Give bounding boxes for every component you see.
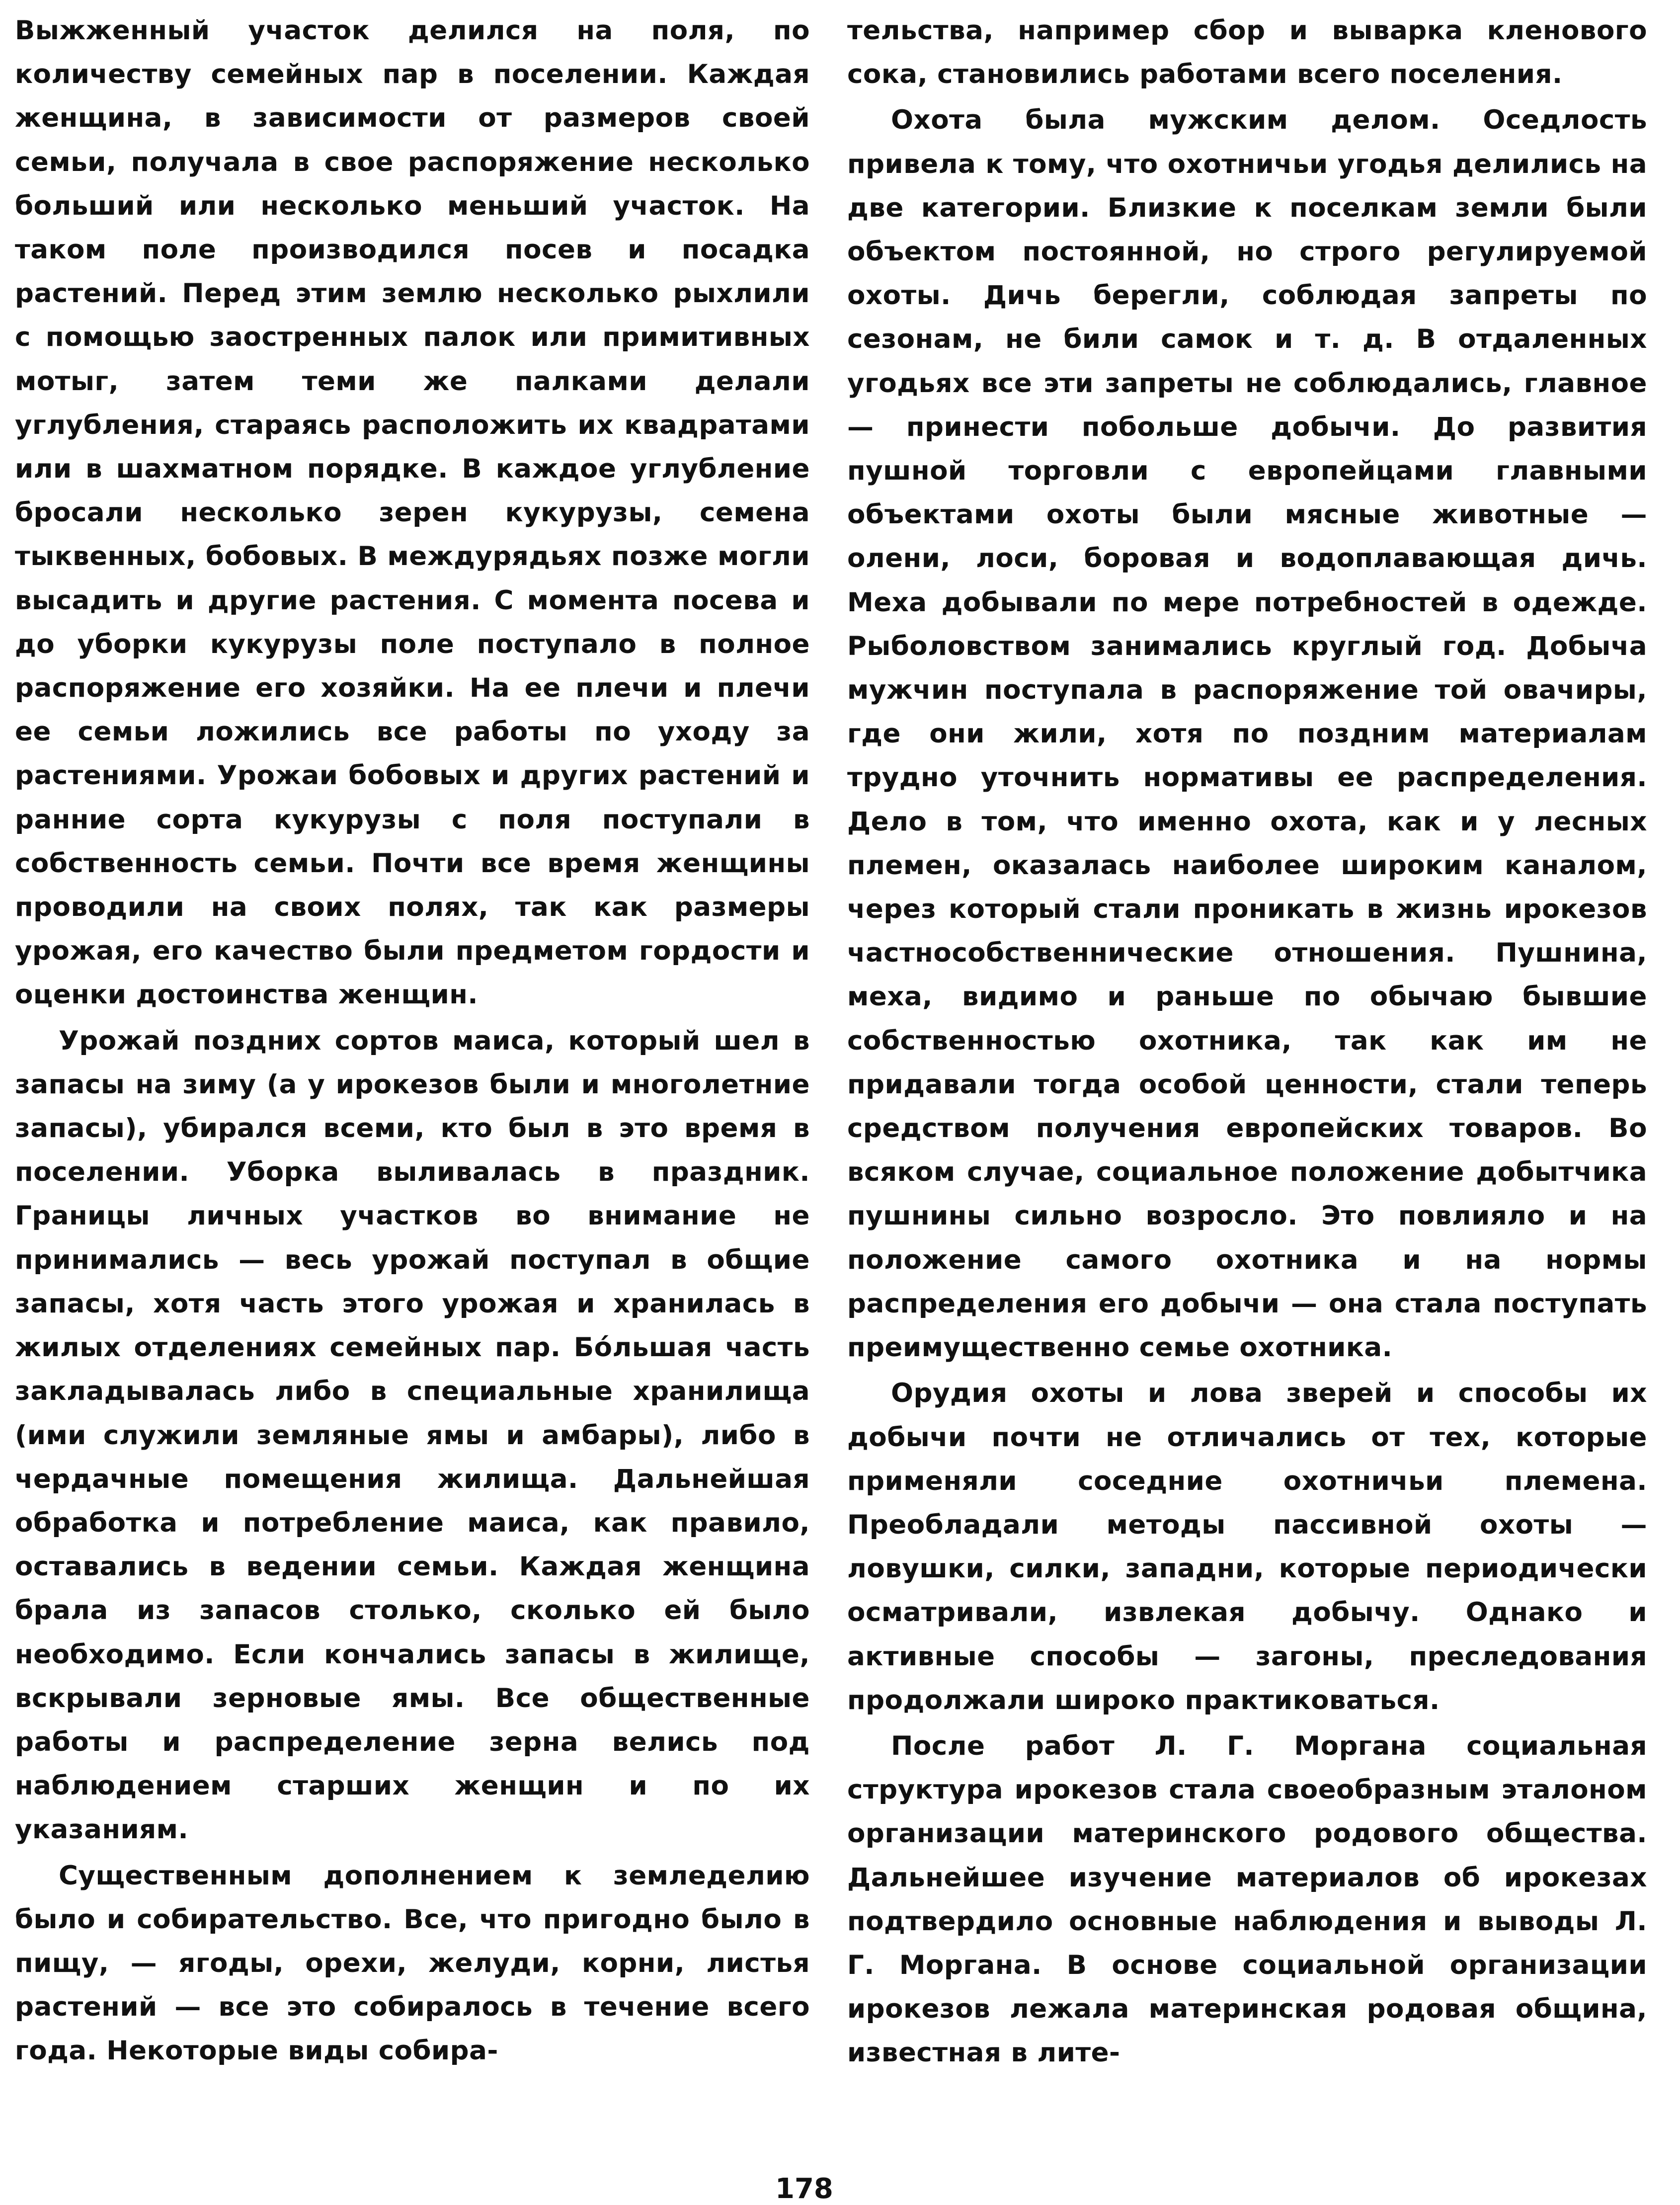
left-paragraph-1: Выжженный участок делился на поля, по количеству семейных пар в поселении. Каждая женщина, в зависимости от размеров своей семьи, получала в свое распоряжение несколько больший или несколько меньший участок. На таком поле производился посев и посадка растений. Перед этим землю несколько рыхлили с помощью заостренных палок или примитивных мотыг, затем теми же палками делали углубления, стараясь расположить их квадратами или в шахматном порядке. В каждое углубление бросали несколько зерен кукурузы, семена тыквенных, бобовых. В междурядьях позже могли высадить и другие растения. С момента посева и до уборки кукурузы поле поступало в полное распоряжение его хозяйки. На ее плечи и плечи ее семьи ложились все работы по уходу за растениями. Урожаи бобовых и других растений и ранние сорта кукурузы с поля поступали в собственность семьи. Почти все время женщины проводили на своих полях, так как размеры урожая, его качество были предметом гордости и оценки достоинства женщин. [15, 15, 810, 1010]
right-paragraph-1: тельства, например сбор и выварка кленового сока, становились работами всего поселения. [847, 15, 1647, 90]
right-paragraph-4: После работ Л. Г. Моргана социальная структура ирокезов стала своеобразным эталоном организации материнского родового общества. Дальнейшее изучение материалов об ирокезах подтвердило основные наблюдения и выводы Л. Г. Моргана. В основе социальной организации ирокезов лежала материнская родовая община, известная в лите- [847, 1730, 1647, 2068]
left-paragraph-3: Существенным дополнением к земледелию было и собирательство. Все, что пригодно было в пищу, — ягоды, орехи, желуди, корни, листья растений — все это собиралось в течение всего года. Некоторые виды собира- [15, 1860, 810, 2066]
right-paragraph-3: Орудия охоты и лова зверей и способы их добычи почти не отличались от тех, которые применяли соседние охотничьи племена. Преобладали методы пассивной охоты — ловушки, силки, западни, которые периодически осматривали, извлекая добычу. Однако и активные способы — загоны, преследования продолжали широко практиковаться. [847, 1378, 1647, 1715]
left-column [15, 9, 810, 2075]
left-paragraph-2: Урожай поздних сортов маиса, который шел в запасы на зиму (а у ирокезов были и многолетние запасы), убирался всеми, кто был в это время в поселении. Уборка выливалась в праздник. Границы личных участков во внимание не принимались — весь урожай поступал в общие запасы, хотя часть этого урожая и хранилась в жилых отделениях семейных пар. Бо́льшая часть закладывалась либо в специальные хранилища (ими служили земляные ямы и амбары), либо в чердачные помещения жилища. Дальнейшая обработка и потребление маиса, как правило, оставались в ведении семьи. Каждая женщина брала из запасов столько, сколько ей было необходимо. Если кончались запасы в жилище, вскрывали зерновые ямы. Все общественные работы и распределение зерна велись под наблюдением старших женщин и по их указаниям. [15, 1025, 810, 1845]
right-paragraph-2: Охота была мужским делом. Оседлость привела к тому, что охотничьи угодья делились на две категории. Близкие к поселкам земли были объектом постоянной, но строго регулируемой охоты. Дичь берегли, соблюдая запреты по сезонам, не били самок и т. д. В отдаленных угодьях все эти запреты не соблюдались, главное — принести побольше добычи. До развития пушной торговли с европейцами главными объектами охоты были мясные животные — олени, лоси, боровая и водоплавающая дичь. Меха добывали по мере потребностей в одежде. Рыболовством занимались круглый год. Добыча мужчин поступала в распоряжение той овачиры, где они жили, хотя по поздним материалам трудно уточнить нормативы ее распределения. Дело в том, что именно охота, как и у лесных племен, оказалась наиболее широким каналом, через который стали проникать в жизнь ирокезов частнособственнические отношения. Пушнина, меха, видимо и раньше по обычаю бывшие собственностью охотника, так как им не придавали тогда особой ценности, стали теперь средством получения европейских товаров. Во всяком случае, социальное положение добытчика пушнины сильно возросло. Это повлияло и на положение самого охотника и на нормы распределения его добычи — она стала поступать преимущественно семье охотника. [847, 105, 1647, 1363]
page-number: 178 [775, 2173, 833, 2205]
right-column [847, 9, 1647, 2077]
